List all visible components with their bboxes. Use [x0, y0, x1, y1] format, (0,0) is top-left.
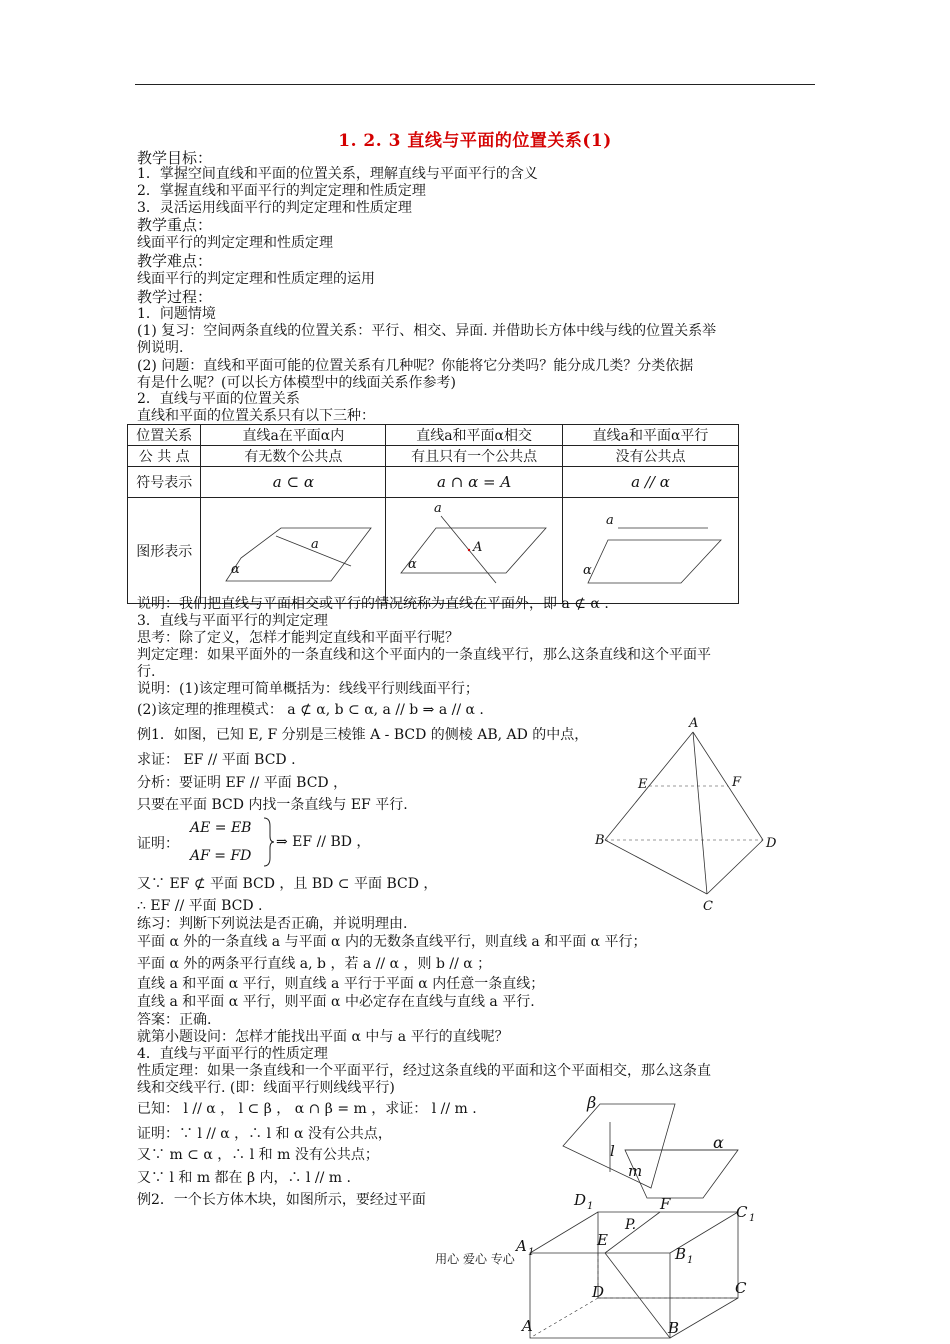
goal-1: 1．掌握空间直线和平面的位置关系，理解直线与平面平行的含义 — [137, 166, 538, 182]
label-beta: β — [587, 1093, 597, 1112]
body-line: 答案：正确. — [137, 1012, 212, 1028]
body-line: 又∵ l 和 m 都在 β 内，∴ l // m . — [137, 1170, 351, 1186]
body-line: (2)该定理的推理模式： a ⊄ α, b ⊂ α, a // b ⇒ a // α . — [137, 702, 484, 718]
body-line: 求证： EF // 平面 BCD . — [137, 752, 296, 768]
table-cell: 有且只有一个公共点 — [386, 446, 563, 467]
table-row — [128, 467, 739, 498]
table-cell: 图形表示 — [128, 498, 201, 604]
body-line: 性质定理：如果一条直线和一个平面平行，经过这条直线的平面和这个平面相交，那么这条直 — [137, 1063, 711, 1079]
body-line: 只要在平面 BCD 内找一条直线与 EF 平行. — [137, 797, 408, 813]
proof-eq-2: AF = FD — [190, 848, 252, 864]
figure-parallel — [563, 498, 739, 604]
label-a: a — [434, 501, 442, 516]
line-in-plane-diagram — [201, 498, 381, 603]
process-line: 有是什么呢？(可以长方体模型中的线面关系作参考) — [137, 375, 456, 391]
figure-intersect — [386, 498, 563, 604]
body-line: 分析：要证明 EF // 平面 BCD ， — [137, 775, 348, 791]
table-cell: 公 共 点 — [128, 446, 201, 467]
table-cell: 直线a在平面α内 — [201, 425, 386, 446]
table-cell: 没有公共点 — [563, 446, 739, 467]
label-A: A — [522, 1317, 533, 1335]
table-row — [128, 498, 739, 604]
body-line: 行. — [137, 664, 156, 680]
label-P: P. — [625, 1217, 637, 1233]
label-D: D — [766, 836, 777, 851]
process-line: 1．问题情境 — [137, 306, 216, 322]
label-F: F — [732, 775, 742, 790]
body-line: 4．直线与平面平行的性质定理 — [137, 1046, 328, 1062]
body-line: 练习：判断下列说法是否正确，并说明理由. — [137, 916, 408, 932]
body-line: 例2．一个长方体木块，如图所示，要经过平面 — [137, 1192, 426, 1208]
label-sub1: 1 — [528, 1247, 535, 1258]
body-line: 线和交线平行. (即：线面平行则线线平行) — [137, 1080, 395, 1096]
label-E: E — [638, 777, 648, 792]
label-D1: D — [574, 1191, 587, 1209]
label-sub1: 1 — [587, 1201, 594, 1212]
label-m: m — [628, 1162, 643, 1180]
proof-eq-1: AE = EB — [190, 820, 252, 836]
body-line: 说明：(1)该定理可简单概括为：线线平行则线面平行； — [137, 681, 479, 697]
body-line: 3．直线与平面平行的判定定理 — [137, 613, 328, 629]
label-C: C — [703, 899, 713, 914]
section-heading-goals: 教学目标： — [137, 149, 213, 167]
relation-table — [127, 424, 739, 604]
body-line: 思考：除了定义，怎样才能判定直线和平面平行呢？ — [137, 630, 459, 646]
label-F: F — [660, 1195, 671, 1213]
table-cell: 符号表示 — [128, 467, 201, 498]
header-rule — [135, 84, 815, 85]
table-cell: 有无数个公共点 — [201, 446, 386, 467]
label-A1: A — [516, 1237, 527, 1255]
label-A: A — [473, 540, 483, 555]
body-line: 平面 α 外的一条直线 a 与平面 α 内的无数条直线平行，则直线 a 和平面 α 平行； — [137, 934, 647, 950]
body-line: 判定定理：如果平面外的一条直线和这个平面内的一条直线平行，那么这条直线和这个平面平 — [137, 647, 711, 663]
body-line: 又∵ m ⊂ α ，∴ l 和 m 没有公共点； — [137, 1147, 379, 1163]
body-line: 例1．如图，已知 E, F 分别是三棱锥 A - BCD 的侧棱 AB, AD 的中点， — [137, 727, 589, 743]
table-cell: 直线a和平面α平行 — [563, 425, 739, 446]
body-line: 直线 a 和平面 α 平行，则直线 a 平行于平面 α 内任意一条直线； — [137, 976, 545, 992]
body-line: 说明：我们把直线与平面相交或平行的情况统称为直线在平面外，即 a ⊄ α . — [137, 596, 609, 612]
table-row — [128, 425, 739, 446]
process-line: (2) 问题：直线和平面可能的位置关系有几种呢？你能将它分类吗？能分成几类？分类依据 — [137, 358, 694, 374]
body-line: 平面 α 外的两条平行直线 a, b ，若 a // α ，则 b // α ； — [137, 956, 492, 972]
table-cell: a ∩ α = A — [386, 467, 563, 498]
process-line: 直线和平面的位置关系只有以下三种： — [137, 408, 375, 424]
pyramid-figure — [585, 712, 785, 912]
process-line: 例说明. — [137, 340, 184, 356]
figure-in-plane — [201, 498, 386, 604]
line-intersect-diagram — [386, 498, 558, 603]
label-sub1: 1 — [687, 1255, 694, 1266]
table-cell: 直线a和平面α相交 — [386, 425, 563, 446]
process-line: (1) 复习：空间两条直线的位置关系：平行、相交、异面. 并借助长方体中线与线的位置关系举 — [137, 323, 717, 339]
label-alpha: α — [583, 563, 592, 578]
page-footer: 用心 爱心 专心 — [435, 1252, 515, 1266]
label-C: C — [735, 1279, 747, 1297]
process-line: 2．直线与平面的位置关系 — [137, 391, 300, 407]
label-D: D — [592, 1283, 605, 1301]
label-C1: C — [736, 1203, 748, 1221]
goal-2: 2．掌握直线和平面平行的判定定理和性质定理 — [137, 183, 426, 199]
difficulty-point: 线面平行的判定定理和性质定理的运用 — [137, 271, 375, 287]
label-A: A — [689, 716, 699, 731]
label-alpha: α — [408, 557, 418, 572]
table-cell: a ⊂ α — [201, 467, 386, 498]
body-line: ∴ EF // 平面 BCD . — [137, 898, 263, 914]
label-l: l — [610, 1142, 615, 1160]
label-alpha: α — [713, 1133, 724, 1152]
goal-3: 3．灵活运用线面平行的判定定理和性质定理 — [137, 200, 412, 216]
key-point: 线面平行的判定定理和性质定理 — [137, 235, 333, 251]
label-a: a — [311, 537, 320, 552]
body-line: 已知： l // α ， l ⊂ β ， α ∩ β = m ，求证： l // m . — [137, 1101, 477, 1117]
table-cell: 位置关系 — [128, 425, 201, 446]
label-a: a — [606, 513, 614, 528]
brace — [262, 816, 274, 868]
line-parallel-diagram — [563, 498, 738, 603]
body-line: 又∵ EF ⊄ 平面 BCD ，且 BD ⊂ 平面 BCD ， — [137, 876, 438, 892]
body-line: 直线 a 和平面 α 平行，则平面 α 中必定存在直线与直线 a 平行. — [137, 994, 535, 1010]
label-B: B — [595, 833, 605, 848]
body-line: 就第小题设问：怎样才能找出平面 α 中与 a 平行的直线呢？ — [137, 1029, 509, 1045]
proof-conclusion: ⇒ EF // BD ， — [276, 834, 371, 850]
label-E: E — [597, 1231, 608, 1249]
page-title: 1. 2. 3 直线与平面的位置关系(1) — [338, 131, 612, 151]
label-B1: B — [675, 1245, 687, 1263]
section-heading-key: 教学重点： — [137, 216, 213, 234]
section-heading-difficulty: 教学难点： — [137, 252, 213, 270]
label-alpha: α — [231, 562, 241, 577]
label-B: B — [668, 1319, 680, 1337]
proof-label: 证明： — [137, 836, 179, 852]
section-heading-process: 教学过程： — [137, 288, 213, 306]
body-line: 证明：∵ l // α ，∴ l 和 α 没有公共点， — [137, 1126, 392, 1142]
label-sub1: 1 — [749, 1213, 756, 1224]
table-row — [128, 446, 739, 467]
table-cell: a // α — [563, 467, 739, 498]
